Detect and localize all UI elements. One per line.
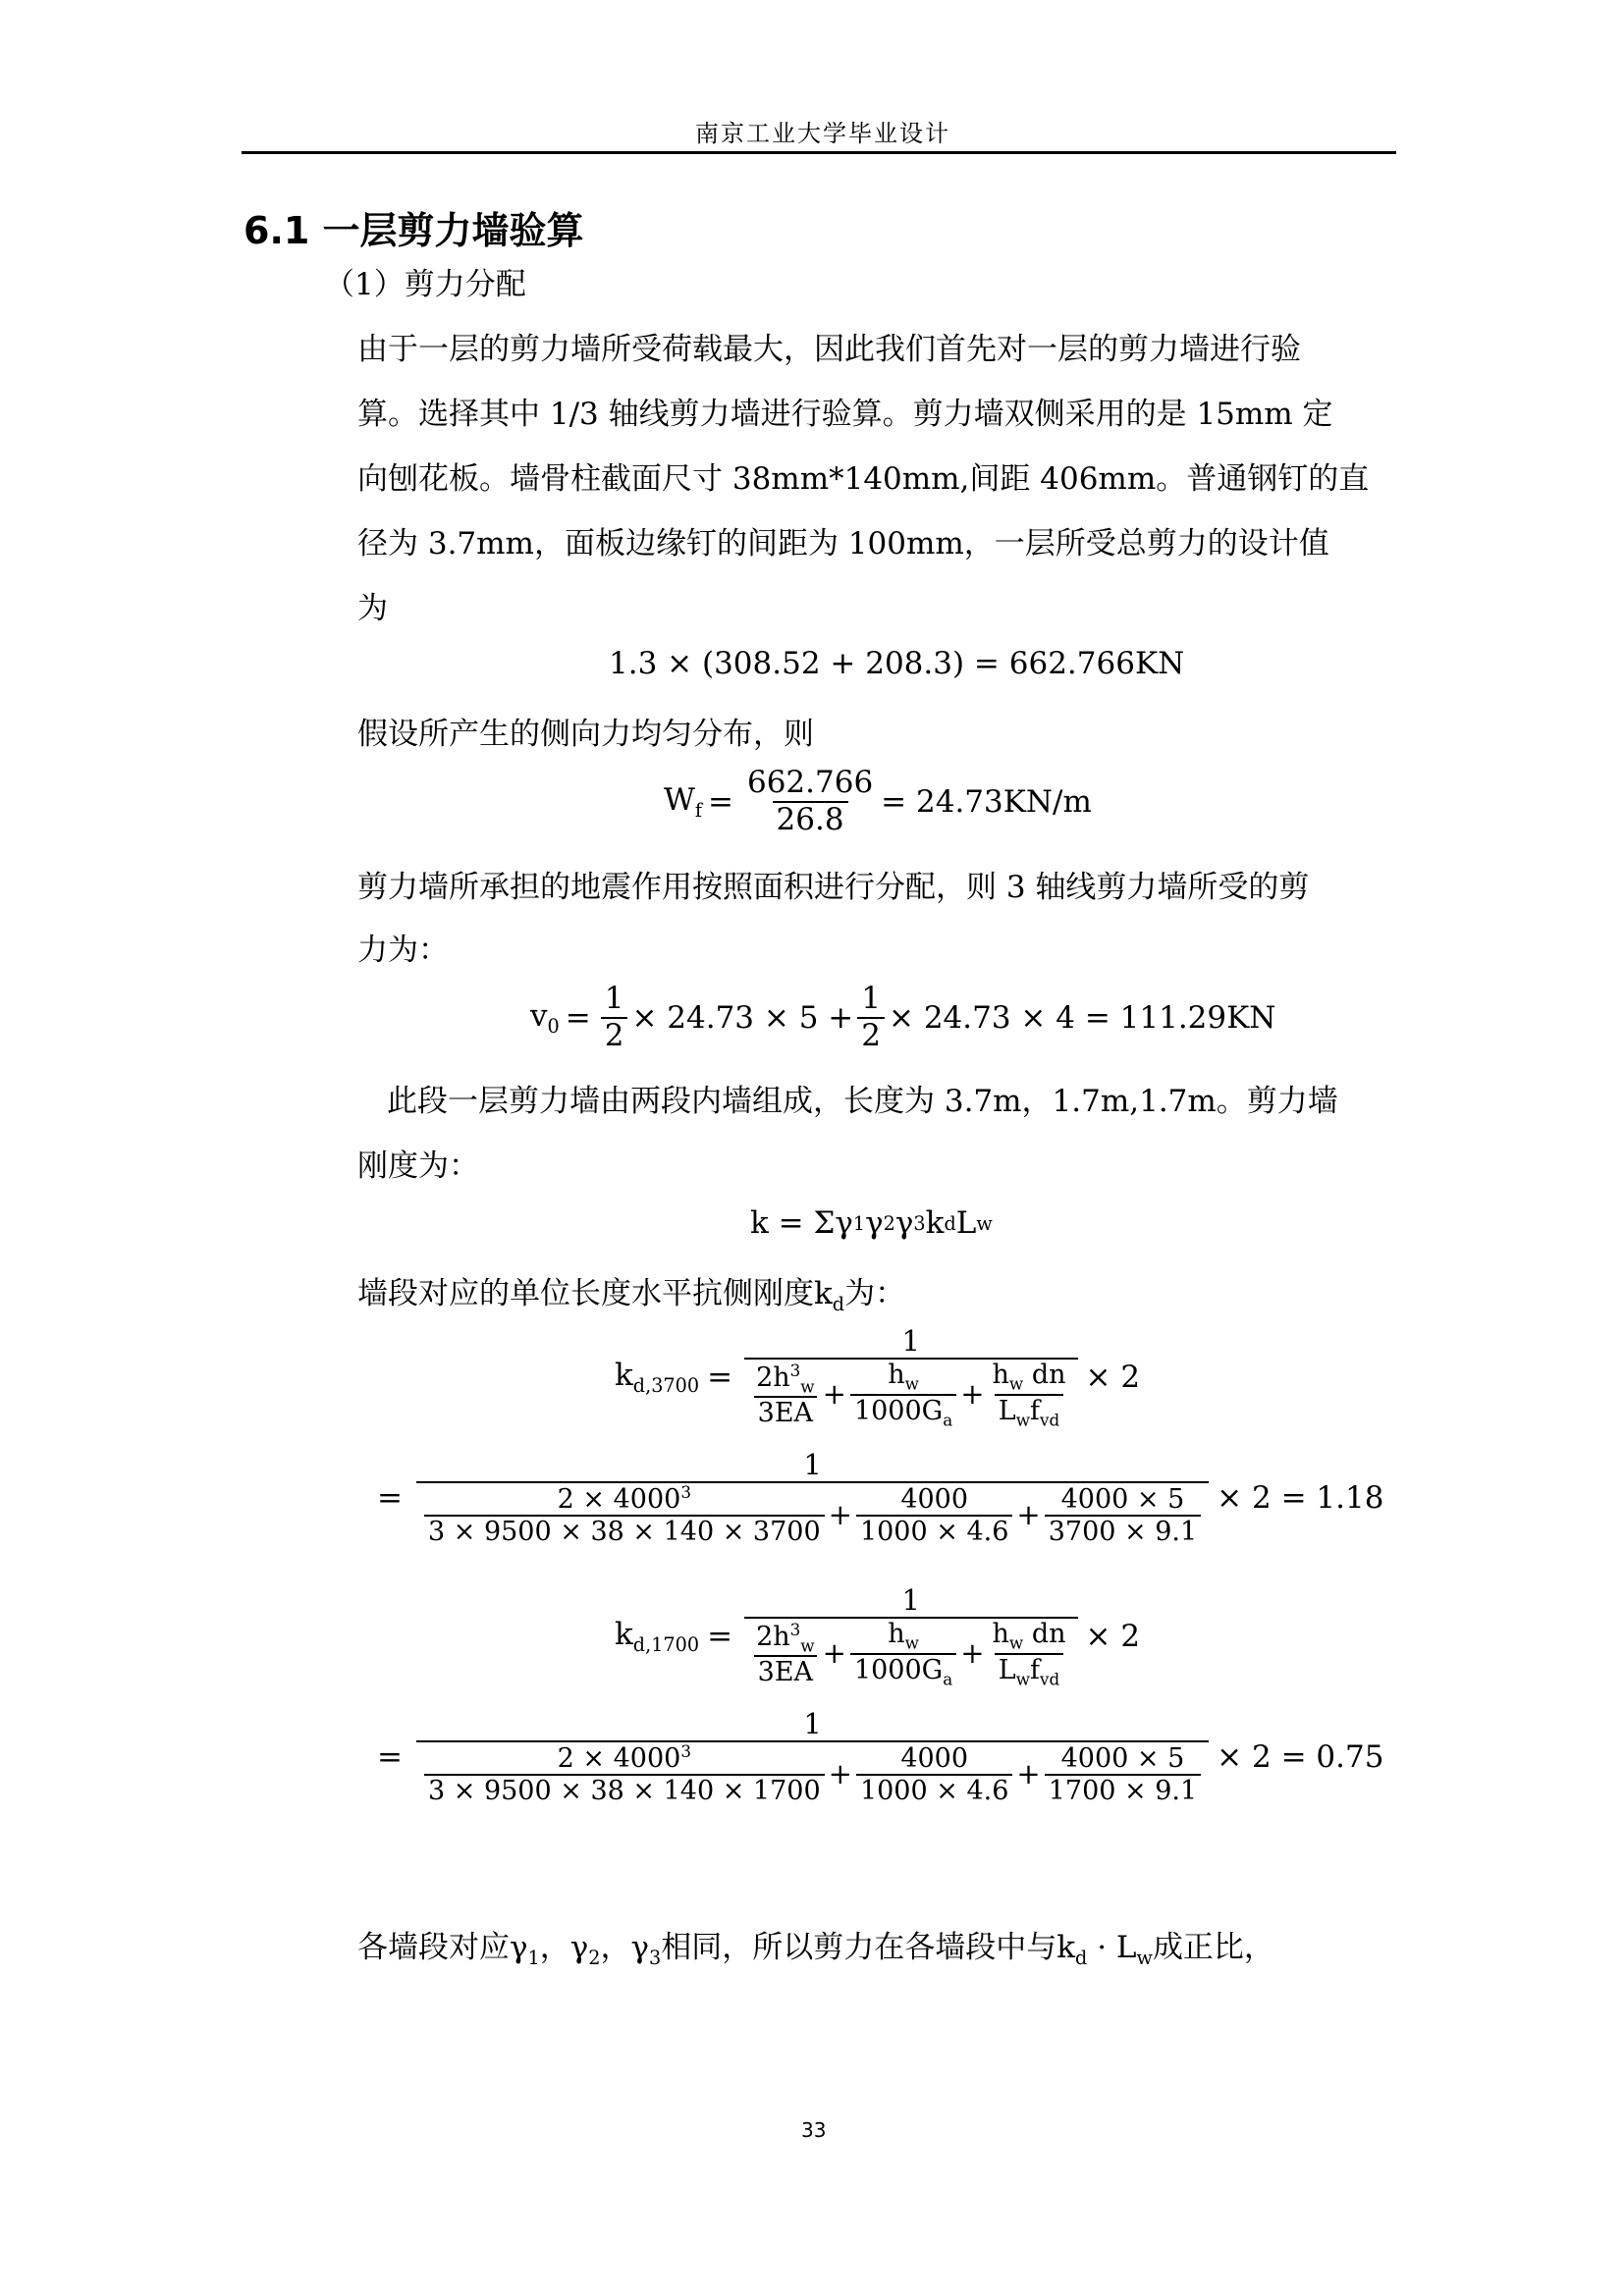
eq-lhs: $W_f$ [664, 781, 702, 822]
eq-sign: = [707, 783, 733, 820]
denominator: 2 [857, 1017, 885, 1054]
paragraph-line: 此段一层剪力墙由两段内墙组成，长度为 3.7m，1.7m,1.7m。剪力墙 [387, 1084, 1338, 1119]
equation-kd1700-numeric: = 1 $\frac{2 \times 4000^3}{3 \times 9500 \times 38 \times 140 \times 1700}$ + $\frac{4000}{1000 \times 4.6}$ + $\frac{4000 \times 5}{1700 \times 9.1}$ × 2 = 0.75 [377, 1707, 1384, 1807]
numerator: 1 [604, 981, 624, 1016]
eq-lhs: $k_{d,3700}$ [615, 1358, 700, 1398]
paragraph-line: 由于一层的剪力墙所受荷载最大，因此我们首先对一层的剪力墙进行验 [357, 332, 1301, 367]
fraction [857, 982, 885, 1053]
paragraph-line: 各墙段对应$\gamma_1$，$\gamma_2$，$\gamma_3$相同，所以剪力在各墙段中与$k_d \cdot L_w$成正比， [357, 1930, 1274, 1970]
denominator: 2 [601, 1017, 628, 1054]
equation-total-shear: 1.3 × (308.52 + 208.3) = 662.766KN [609, 646, 1185, 681]
eq-lhs: $v_0$ [530, 997, 560, 1038]
section-heading: 6.1 一层剪力墙验算 [244, 209, 584, 252]
paragraph-line: 力为： [357, 933, 449, 968]
equation-stiffness: k = Σγ 1 γ 2 γ 3 k d L w [750, 1205, 993, 1241]
equation-kd3700-symbolic: $k_{d,3700}$ = 1 $\frac{2h^3_w}{3EA}$ + $\frac{h_w}{1000G_a}$ + $\frac{h_w dn}{L_wf_{vd}}$ × 2 [615, 1324, 1141, 1430]
paragraph-line: 径为 3.7mm，面板边缘钉的间距为 100mm，一层所受总剪力的设计值 [357, 526, 1329, 561]
paragraph-line: 算。选择其中 1/3 轴线剪力墙进行验算。剪力墙双侧采用的是 15mm 定 [357, 397, 1333, 432]
fraction: 1 $\frac{2 \times 4000^3}{3 \times 9500 \times 38 \times 140 \times 1700}$ + $\frac{4000}{1000 \times 4.6}$ + $\frac{4000 \times 5}{1700 \times 9.1}$ [416, 1708, 1209, 1806]
header-rule [242, 151, 1396, 154]
eq-rhs: = 24.73KN/m [881, 783, 1092, 820]
fraction: 1 $\frac{2h^3_w}{3EA}$ + $\frac{h_w}{1000G_a}$ + $\frac{h_w dn}{L_wf_{vd}}$ [744, 1584, 1077, 1689]
equation-kd1700-symbolic: $k_{d,1700}$ = 1 $\frac{2h^3_w}{3EA}$ + $\frac{h_w}{1000G_a}$ + $\frac{h_w dn}{L_wf_{vd}}$ × 2 [615, 1583, 1141, 1689]
fraction: 1 $\frac{2 \times 4000^3}{3 \times 9500 \times 38 \times 140 \times 3700}$ + $\frac{4000}{1000 \times 4.6}$ + $\frac{4000 \times 5}{3700 \times 9.1}$ [416, 1449, 1209, 1547]
denominator: 26.8 [773, 801, 848, 838]
eq-term: × 24.73 × 5 + [631, 999, 854, 1036]
paragraph-line: 为 [357, 591, 388, 626]
paragraph-line: 刚度为： [357, 1148, 479, 1184]
numerator: 1 [861, 981, 881, 1016]
fraction [601, 982, 628, 1053]
paragraph-line: 向刨花板。墙骨柱截面尺寸 38mm*140mm,间距 406mm。普通钢钉的直 [357, 461, 1370, 497]
equation-kd3700-numeric: = 1 $\frac{2 \times 4000^3}{3 \times 9500 \times 38 \times 140 \times 3700}$ + $\frac{4000}{1000 \times 4.6}$ + $\frac{4000 \times 5}{3700 \times 9.1}$ × 2 = 1.18 [377, 1448, 1384, 1548]
eq-sign: = [565, 999, 591, 1036]
fraction [743, 766, 877, 837]
numerator: 662.766 [746, 765, 874, 800]
paragraph-line: 剪力墙所承担的地震作用按照面积进行分配，则 3 轴线剪力墙所受的剪 [357, 870, 1310, 905]
page-number: 33 [801, 2118, 827, 2142]
paragraph-line: 墙段对应的单位长度水平抗侧刚度$k_d$为： [357, 1276, 906, 1316]
subsection-heading: （1）剪力分配 [324, 267, 526, 302]
paragraph-line: 假设所产生的侧向力均匀分布，则 [357, 717, 814, 752]
eq-lhs: $k_{d,1700}$ [615, 1617, 700, 1657]
running-header: 南京工业大学毕业设计 [695, 120, 950, 147]
fraction: 1 $\frac{2h^3_w}{3EA}$ + $\frac{h_w}{1000G_a}$ + $\frac{h_w dn}{L_wf_{vd}}$ [744, 1325, 1077, 1430]
equation-wf [664, 766, 1092, 837]
equation-v0 [530, 982, 1275, 1053]
eq-term: × 24.73 × 4 = 111.29KN [889, 999, 1276, 1036]
